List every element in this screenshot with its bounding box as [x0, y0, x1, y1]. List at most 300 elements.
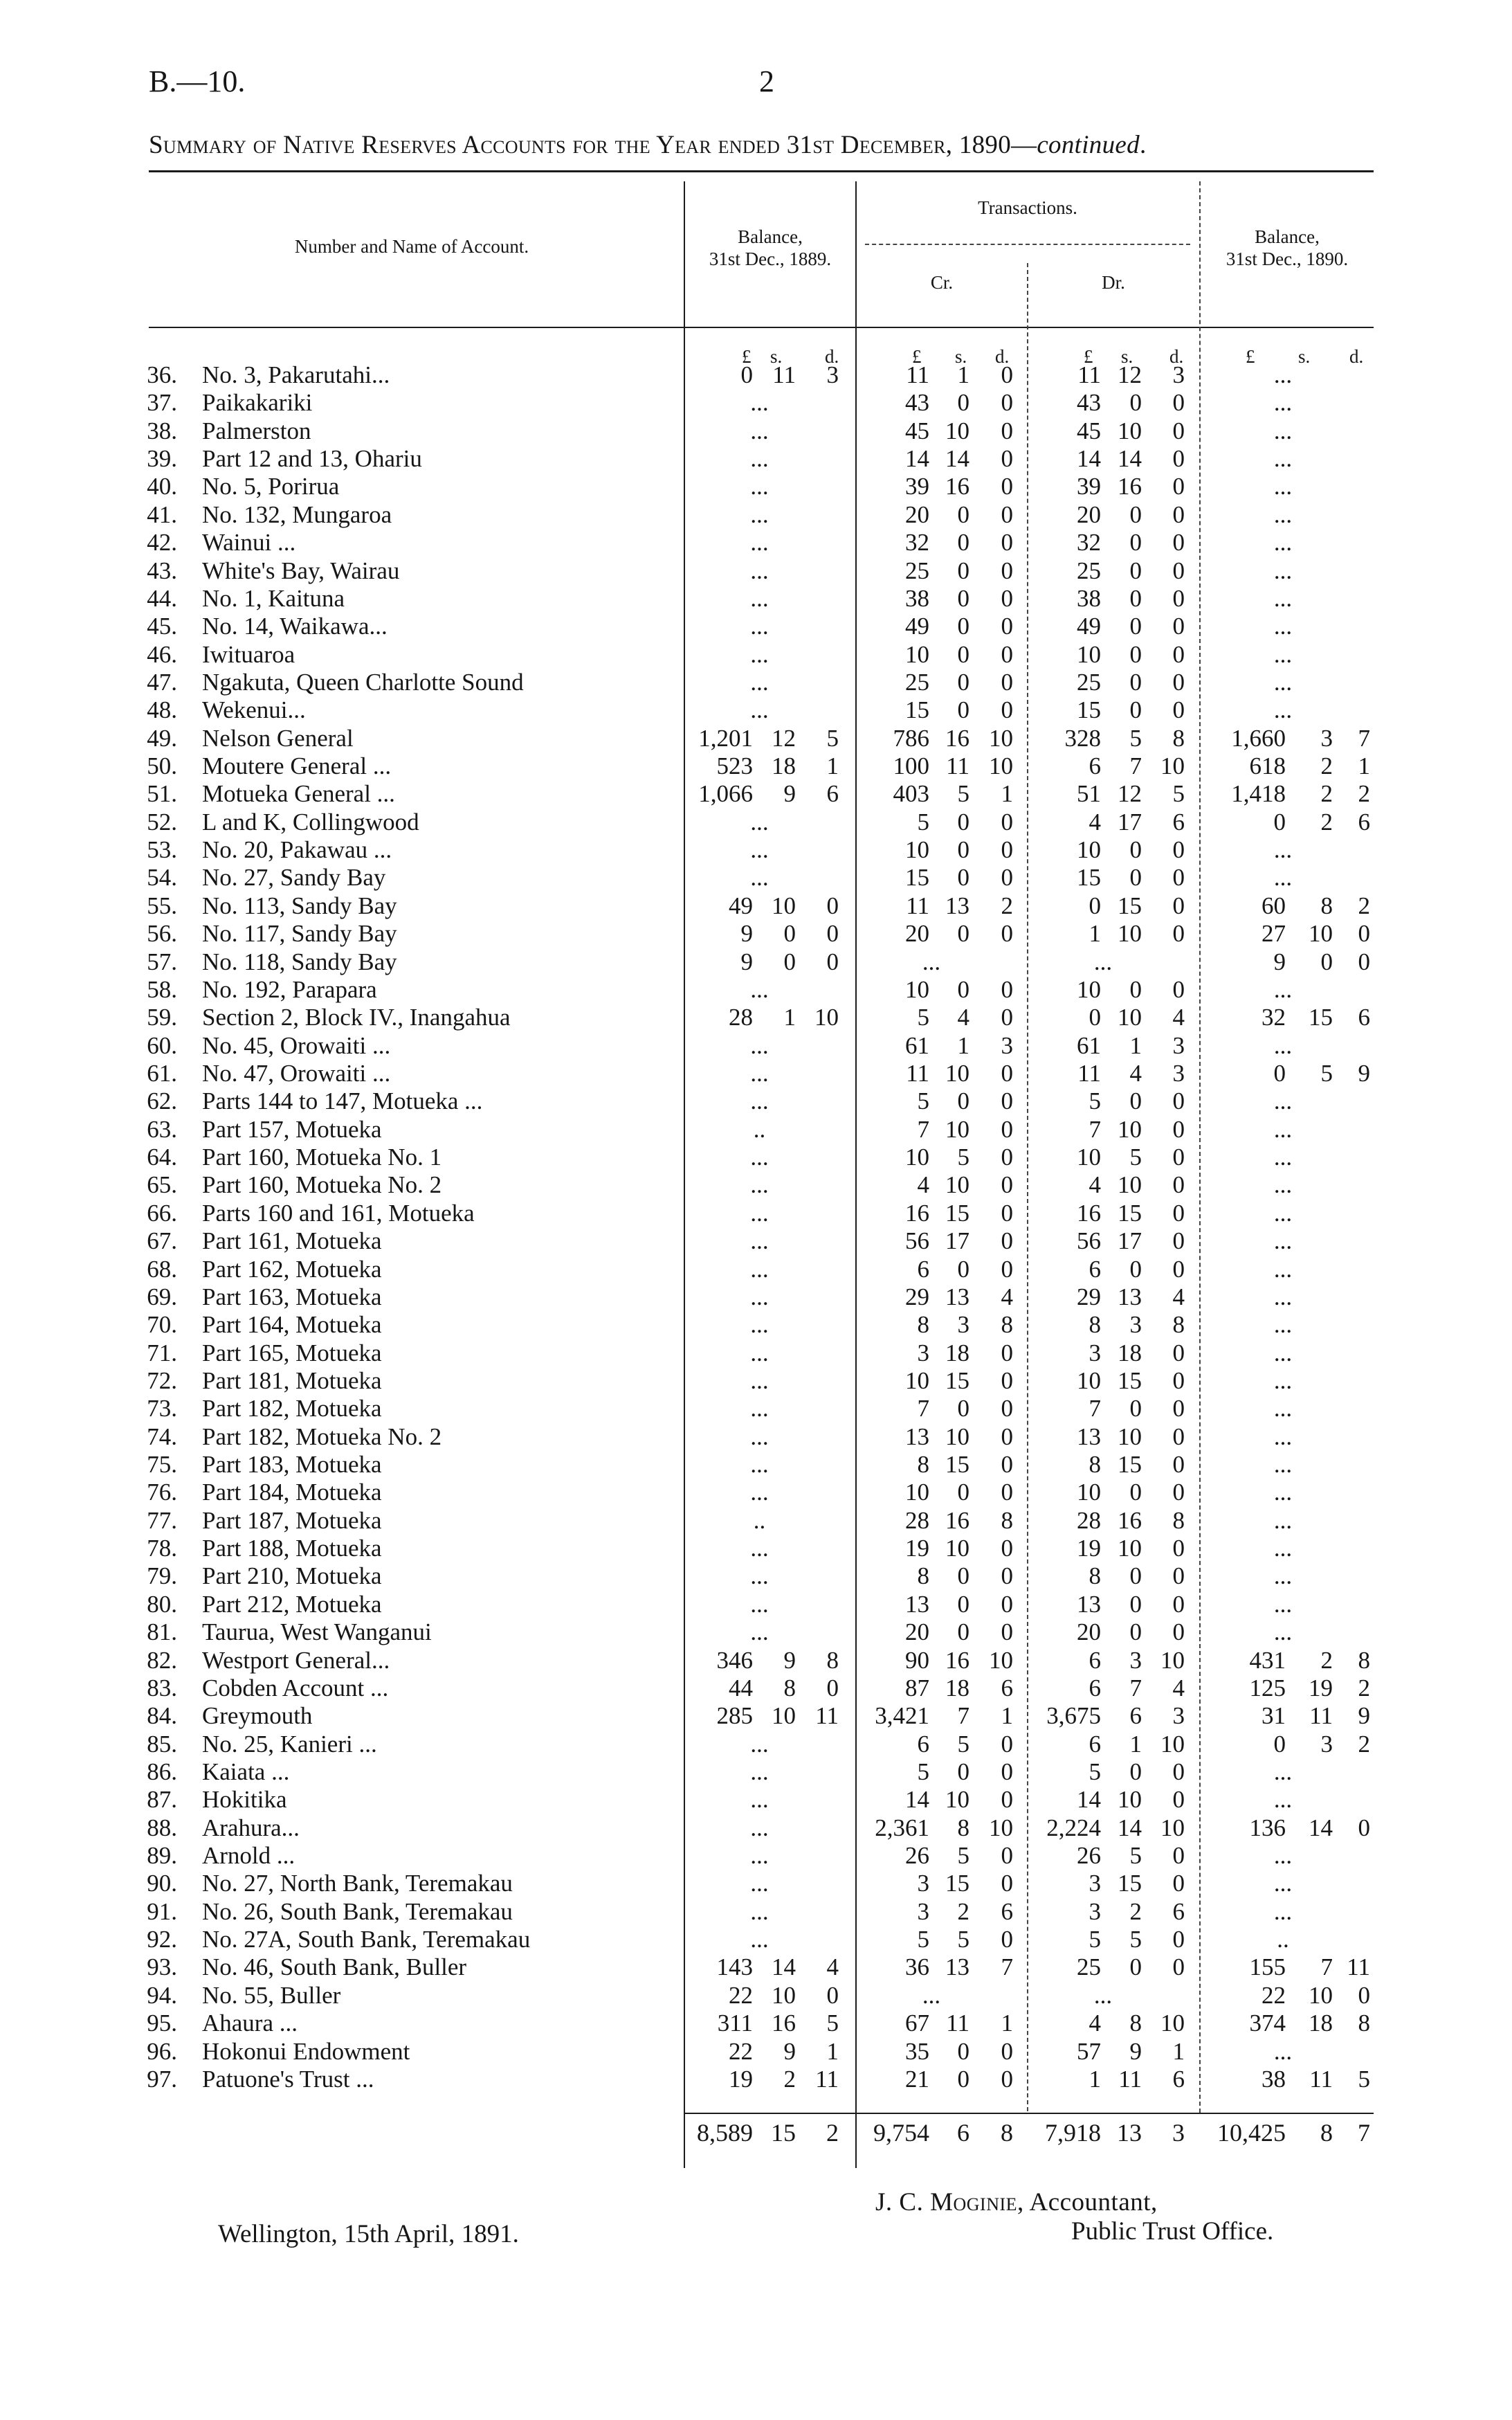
bal1890-pence: 11: [1347, 1953, 1370, 1981]
cr-pence: 7: [1001, 1953, 1013, 1981]
cr-pence: 0: [1001, 1395, 1013, 1423]
cr-shillings: 16: [945, 473, 969, 500]
cr-shillings: 10: [945, 417, 969, 444]
dr-pence: 0: [1172, 1423, 1185, 1450]
account-number: 73.: [147, 1395, 177, 1423]
bal1890-pounds: 0: [1273, 1059, 1286, 1087]
bal1890-nil: ...: [1273, 1031, 1293, 1059]
dr-pounds: 1: [1089, 920, 1101, 948]
account-number: 38.: [147, 417, 177, 444]
bal1889-pounds: 44: [729, 1674, 753, 1701]
cr-pence: 6: [1001, 1674, 1013, 1701]
account-name: No. 45, Orowaiti ...: [202, 1031, 391, 1059]
bal1889-nil: ...: [750, 389, 769, 417]
bal1890-pence: 0: [1358, 1981, 1370, 2009]
dr-pence: 6: [1172, 2065, 1185, 2093]
bal1890-shillings: 7: [1320, 1953, 1333, 1981]
dr-shillings: 1: [1129, 1031, 1142, 1059]
cr-pence: 0: [1001, 975, 1013, 1003]
bal1890-shillings: 5: [1320, 1059, 1333, 1087]
cr-pence: 0: [1001, 1926, 1013, 1953]
dr-shillings: 16: [1118, 1506, 1142, 1534]
dr-pence: 0: [1172, 1618, 1185, 1646]
header-balance-1890: [1201, 226, 1374, 270]
dr-pence: 0: [1172, 584, 1185, 612]
cr-shillings: 18: [945, 1339, 969, 1366]
table-row: [0, 1171, 1512, 1199]
cr-pounds: 7: [917, 1395, 929, 1423]
dr-pounds: 0: [1089, 892, 1101, 919]
dr-pence: 0: [1172, 445, 1185, 473]
dr-pounds: 6: [1089, 752, 1101, 780]
table-row: [0, 2038, 1512, 2066]
bal1890-nil: ...: [1273, 696, 1293, 724]
account-number: 52.: [147, 808, 177, 836]
dr-pounds: 29: [1077, 1283, 1101, 1310]
cr-shillings: 11: [946, 2010, 969, 2037]
dr-pounds: 7: [1089, 1115, 1101, 1143]
dr-pence: 10: [1160, 752, 1185, 780]
bal1890-shillings: 2: [1320, 752, 1333, 780]
dr-shillings: 10: [1118, 417, 1142, 444]
bal1890-pence: 0: [1358, 920, 1370, 948]
account-name: No. 27A, South Bank, Teremakau: [202, 1926, 531, 1953]
page-title: [149, 130, 1374, 160]
bal1890-nil: ...: [1273, 1451, 1293, 1479]
account-number: 70.: [147, 1311, 177, 1339]
header-balance-1889-line1: Balance,: [738, 226, 803, 247]
bal1889-shillings: 10: [772, 1981, 796, 2009]
bal1890-shillings: 10: [1309, 920, 1333, 948]
bal1890-shillings: 10: [1309, 1981, 1333, 2009]
bal1889-pounds: 1,201: [698, 724, 753, 752]
bal1890-pounds: 1,660: [1231, 724, 1286, 752]
dr-pence: 0: [1172, 1227, 1185, 1255]
bal1889-nil: ...: [750, 1535, 769, 1562]
cr-nil: ...: [922, 948, 941, 975]
dr-shillings: 13: [1118, 1283, 1142, 1310]
bal1889-nil: ...: [750, 584, 769, 612]
account-number: 43.: [147, 557, 177, 584]
total-dr-shillings: 13: [1117, 2119, 1142, 2147]
dr-shillings: 0: [1129, 613, 1142, 640]
header-balance-1889: [685, 226, 855, 270]
table-row: [0, 1562, 1512, 1590]
dr-pence: 0: [1172, 1395, 1185, 1423]
cr-shillings: 0: [957, 640, 969, 668]
bal1890-pounds: 0: [1273, 1730, 1286, 1758]
cr-shillings: 10: [945, 1423, 969, 1450]
signature-role: , Accountant,: [1017, 2188, 1158, 2216]
dr-shillings: 7: [1129, 752, 1142, 780]
bal1889-nil: ...: [750, 1590, 769, 1618]
account-number: 51.: [147, 780, 177, 808]
table-row: [0, 1144, 1512, 1171]
dr-pence: 0: [1172, 1451, 1185, 1479]
bal1889-shillings: 9: [783, 780, 796, 808]
dr-shillings: 10: [1118, 1535, 1142, 1562]
account-name: No. 113, Sandy Bay: [202, 892, 397, 919]
cr-pence: 0: [1001, 668, 1013, 696]
bal1889-shillings: 0: [783, 948, 796, 975]
cr-shillings: 5: [957, 1926, 969, 1953]
dr-shillings: 8: [1129, 2010, 1142, 2037]
account-number: 45.: [147, 613, 177, 640]
dr-pounds: 6: [1089, 1255, 1101, 1283]
dr-shillings: 0: [1129, 1758, 1142, 1785]
dr-pence: 0: [1172, 1144, 1185, 1171]
bal1890-nil: ...: [1273, 1897, 1293, 1925]
bal1889-nil: ...: [750, 1562, 769, 1590]
account-number: 65.: [147, 1171, 177, 1199]
header-dr: Dr.: [1102, 272, 1125, 293]
account-name: Ngakuta, Queen Charlotte Sound: [202, 668, 524, 696]
total-bal1889-pence: 2: [826, 2119, 839, 2147]
header-cr: Cr.: [930, 272, 954, 293]
cr-pounds: 6: [917, 1255, 929, 1283]
bal1890-nil: ...: [1273, 584, 1293, 612]
table-row: [0, 1367, 1512, 1395]
dr-pounds: 43: [1077, 389, 1101, 417]
account-name: Westport General...: [202, 1646, 390, 1674]
bal1890-pence: 5: [1358, 2065, 1370, 2093]
account-name: L and K, Collingwood: [202, 808, 419, 836]
cr-pence: 0: [1001, 920, 1013, 948]
account-number: 62.: [147, 1087, 177, 1115]
bal1890-nil: ...: [1273, 361, 1293, 388]
bal1889-pence: 0: [826, 948, 839, 975]
account-name: Palmerston: [202, 417, 311, 444]
table-row: [0, 948, 1512, 976]
table-row: [0, 1926, 1512, 1953]
cr-pounds: 5: [917, 1004, 929, 1031]
bal1889-shillings: 14: [772, 1953, 796, 1981]
cr-pence: 0: [1001, 1004, 1013, 1031]
cr-pence: 0: [1001, 1059, 1013, 1087]
bal1889-nil: ...: [750, 1144, 769, 1171]
dr-pounds: 25: [1077, 1953, 1101, 1981]
bal1889-nil: ...: [750, 1451, 769, 1479]
bal1889-nil: ...: [750, 613, 769, 640]
account-name: No. 192, Parapara: [202, 975, 377, 1003]
dr-shillings: 4: [1129, 1059, 1142, 1087]
bal1889-shillings: 18: [772, 752, 796, 780]
bal1890-pounds: 31: [1261, 1702, 1286, 1730]
account-name: Kaiata ...: [202, 1758, 290, 1785]
bal1890-nil: ...: [1273, 1535, 1293, 1562]
bal1890-nil: ...: [1273, 1479, 1293, 1506]
dr-shillings: 17: [1118, 1227, 1142, 1255]
cr-pounds: 8: [917, 1562, 929, 1590]
table-row: [0, 1674, 1512, 1702]
table-row: [0, 361, 1512, 389]
dr-pence: 4: [1172, 1283, 1185, 1310]
account-name: Part 184, Motueka: [202, 1479, 382, 1506]
total-cr-shillings: 6: [957, 2119, 969, 2147]
dr-pence: 0: [1172, 920, 1185, 948]
account-name: Taurua, West Wanganui: [202, 1618, 432, 1646]
dr-shillings: 0: [1129, 668, 1142, 696]
table-row: [0, 1200, 1512, 1227]
bal1890-nil: ...: [1273, 1758, 1293, 1785]
bal1890-nil: ...: [1273, 1366, 1293, 1394]
page-identifier: B.—10.: [149, 64, 246, 98]
table-row: [0, 809, 1512, 836]
cr-pounds: 10: [905, 836, 929, 864]
bal1889-pounds: 143: [716, 1953, 753, 1981]
cr-pence: 8: [1001, 1506, 1013, 1534]
dr-shillings: 0: [1129, 1953, 1142, 1981]
bal1889-pounds: 19: [729, 2065, 753, 2093]
account-number: 53.: [147, 836, 177, 864]
table-row: [0, 1731, 1512, 1758]
cr-pence: 0: [1001, 473, 1013, 500]
dr-pounds: 8: [1089, 1311, 1101, 1339]
cr-shillings: 0: [957, 864, 969, 892]
bal1889-pence: 11: [815, 1702, 839, 1730]
dr-pence: 4: [1172, 1674, 1185, 1701]
transactions-rule: [865, 244, 1190, 245]
account-name: Hokonui Endowment: [202, 2037, 410, 2065]
dr-pence: 0: [1172, 1115, 1185, 1143]
cr-pounds: 10: [905, 640, 929, 668]
cr-pence: 0: [1001, 1535, 1013, 1562]
account-name: Hokitika: [202, 1786, 287, 1814]
table-row: [0, 725, 1512, 752]
unit-pence-cr: d.: [995, 346, 1010, 367]
table-row: [0, 1870, 1512, 1897]
cr-shillings: 0: [957, 668, 969, 696]
bal1890-nil: ...: [1273, 836, 1293, 864]
cr-pounds: 19: [905, 1535, 929, 1562]
cr-pounds: 14: [905, 445, 929, 473]
cr-pence: 0: [1001, 1758, 1013, 1785]
bal1889-nil: ...: [750, 1366, 769, 1394]
cr-shillings: 18: [945, 1674, 969, 1701]
cr-pence: 0: [1001, 1786, 1013, 1814]
bal1889-nil: ...: [750, 1618, 769, 1646]
cr-pounds: 56: [905, 1227, 929, 1255]
cr-pence: 0: [1001, 1171, 1013, 1199]
dr-pence: 10: [1160, 1730, 1185, 1758]
bal1890-nil: ...: [1273, 1283, 1293, 1310]
totals-rule: [684, 2113, 1374, 2114]
table-row: [0, 1256, 1512, 1283]
cr-shillings: 16: [945, 724, 969, 752]
cr-pounds: 13: [905, 1590, 929, 1618]
account-name: No. 117, Sandy Bay: [202, 920, 397, 948]
cr-pounds: 6: [917, 1730, 929, 1758]
total-cr-pence: 8: [1001, 2119, 1013, 2147]
cr-pounds: 786: [893, 724, 929, 752]
header-balance-1890-line2: 31st Dec., 1890.: [1226, 249, 1349, 269]
dr-pounds: 13: [1077, 1423, 1101, 1450]
account-name: Part 157, Motueka: [202, 1115, 382, 1143]
bal1889-nil: ...: [750, 1479, 769, 1506]
unit-shillings-1890: s.: [1298, 346, 1311, 367]
dr-pounds: 61: [1077, 1031, 1101, 1059]
cr-shillings: 0: [957, 2065, 969, 2093]
table-row: [0, 1535, 1512, 1562]
dr-pence: 0: [1172, 836, 1185, 864]
cr-pounds: 16: [905, 1199, 929, 1227]
cr-pence: 10: [989, 1814, 1013, 1841]
account-number: 96.: [147, 2037, 177, 2065]
cr-pounds: 67: [905, 2010, 929, 2037]
dr-shillings: 14: [1118, 1814, 1142, 1841]
bal1889-nil: ...: [750, 1087, 769, 1115]
dr-shillings: 12: [1118, 780, 1142, 808]
table-row: [0, 417, 1512, 445]
dr-pence: 0: [1172, 529, 1185, 557]
dr-pence: 0: [1172, 389, 1185, 417]
account-number: 76.: [147, 1479, 177, 1506]
account-name: Part 212, Motueka: [202, 1590, 382, 1618]
account-number: 48.: [147, 696, 177, 724]
cr-pounds: 10: [905, 1366, 929, 1394]
cr-shillings: 10: [945, 1786, 969, 1814]
bal1889-pounds: 1,066: [698, 780, 753, 808]
dr-pence: 0: [1172, 975, 1185, 1003]
account-number: 41.: [147, 500, 177, 528]
bal1890-nil: ...: [1273, 1087, 1293, 1115]
account-number: 83.: [147, 1674, 177, 1701]
bal1890-nil: ...: [1273, 864, 1293, 892]
dr-shillings: 0: [1129, 529, 1142, 557]
account-name: Parts 144 to 147, Motueka ...: [202, 1087, 483, 1115]
bal1890-shillings: 8: [1320, 892, 1333, 919]
dr-pounds: 15: [1077, 696, 1101, 724]
cr-shillings: 10: [945, 1535, 969, 1562]
bal1890-nil: ...: [1273, 1255, 1293, 1283]
cr-shillings: 0: [957, 1087, 969, 1115]
cr-pence: 2: [1001, 892, 1013, 919]
table-row: [0, 1339, 1512, 1367]
cr-shillings: 13: [945, 1953, 969, 1981]
account-number: 94.: [147, 1981, 177, 2009]
account-name: No. 26, South Bank, Teremakau: [202, 1897, 513, 1925]
cr-shillings: 0: [957, 808, 969, 836]
table-row: [0, 1814, 1512, 1842]
dr-pounds: 25: [1077, 668, 1101, 696]
bal1889-nil: ...: [750, 1199, 769, 1227]
account-number: 54.: [147, 864, 177, 892]
bal1889-nil: ...: [750, 975, 769, 1003]
dr-pounds: 20: [1077, 500, 1101, 528]
cr-pence: 0: [1001, 1479, 1013, 1506]
dr-nil: ...: [1093, 1981, 1113, 2009]
account-name: Ahaura ...: [202, 2010, 298, 2037]
bal1889-pounds: 9: [740, 948, 753, 975]
dr-pence: 0: [1172, 1926, 1185, 1953]
bal1890-nil: ...: [1273, 640, 1293, 668]
account-number: 69.: [147, 1283, 177, 1310]
cr-pounds: 10: [905, 975, 929, 1003]
bal1889-nil: ...: [750, 1423, 769, 1450]
signature-initials: J. C.: [875, 2188, 924, 2216]
account-name: No. 27, Sandy Bay: [202, 864, 386, 892]
account-name: No. 55, Buller: [202, 1981, 341, 2009]
dr-pence: 0: [1172, 1562, 1185, 1590]
bal1890-pounds: 1,418: [1231, 780, 1286, 808]
account-name: Moutere General ...: [202, 752, 392, 780]
cr-pence: 0: [1001, 1255, 1013, 1283]
account-name: Motueka General ...: [202, 780, 395, 808]
dr-pounds: 6: [1089, 1646, 1101, 1674]
dr-shillings: 0: [1129, 640, 1142, 668]
cr-pence: 0: [1001, 584, 1013, 612]
cr-pounds: 14: [905, 1786, 929, 1814]
bal1889-nil: ...: [750, 1227, 769, 1255]
dr-pounds: 15: [1077, 864, 1101, 892]
dr-pence: 5: [1172, 780, 1185, 808]
dr-pence: 6: [1172, 808, 1185, 836]
table-row: [0, 1479, 1512, 1506]
cr-shillings: 13: [945, 1283, 969, 1310]
dr-pence: 0: [1172, 557, 1185, 584]
cr-shillings: 1: [957, 1031, 969, 1059]
bal1890-nil: ...: [1273, 1339, 1293, 1366]
cr-pounds: 11: [906, 1059, 929, 1087]
dr-pence: 0: [1172, 668, 1185, 696]
bal1889-pence: 4: [826, 1953, 839, 1981]
bal1889-nil: ...: [750, 473, 769, 500]
dr-shillings: 0: [1129, 1562, 1142, 1590]
dr-shillings: 0: [1129, 836, 1142, 864]
table-row: [0, 2066, 1512, 2093]
cr-pounds: 13: [905, 1423, 929, 1450]
dr-pence: 10: [1160, 2010, 1185, 2037]
dr-shillings: 3: [1129, 1311, 1142, 1339]
account-number: 67.: [147, 1227, 177, 1255]
dr-pounds: 7: [1089, 1395, 1101, 1423]
dr-shillings: 5: [1129, 1144, 1142, 1171]
dr-shillings: 0: [1129, 1255, 1142, 1283]
dr-shillings: 12: [1118, 361, 1142, 388]
dr-shillings: 15: [1118, 892, 1142, 919]
cr-pounds: 10: [905, 1144, 929, 1171]
table-row: [0, 1786, 1512, 1814]
bal1889-pounds: 49: [729, 892, 753, 919]
header-bottom-rule: [149, 327, 1374, 328]
dr-shillings: 10: [1118, 1004, 1142, 1031]
cr-shillings: 15: [945, 1366, 969, 1394]
cr-shillings: 4: [957, 1004, 969, 1031]
account-number: 82.: [147, 1646, 177, 1674]
cr-pence: 0: [1001, 836, 1013, 864]
bal1890-shillings: 18: [1309, 2010, 1333, 2037]
dr-pounds: 49: [1077, 613, 1101, 640]
cr-shillings: 5: [957, 780, 969, 808]
place-date: Wellington, 15th April, 1891.: [218, 2220, 519, 2248]
cr-pence: 0: [1001, 1562, 1013, 1590]
account-number: 75.: [147, 1451, 177, 1479]
table-row: [0, 920, 1512, 948]
dr-pence: 0: [1172, 864, 1185, 892]
bal1889-nil: ...: [750, 1395, 769, 1423]
bal1890-nil: ...: [1273, 1311, 1293, 1339]
cr-shillings: 11: [946, 752, 969, 780]
account-name: Patuone's Trust ...: [202, 2065, 374, 2093]
account-name: Part 12 and 13, Ohariu: [202, 445, 422, 473]
unit-pounds-1890: £: [1246, 346, 1255, 367]
dr-shillings: 18: [1118, 1339, 1142, 1366]
header-transactions: Transactions.: [978, 197, 1077, 218]
signature: [875, 2187, 1158, 2217]
cr-pounds: 15: [905, 696, 929, 724]
bal1890-pence: 9: [1358, 1702, 1370, 1730]
bal1890-nil: ...: [1273, 1870, 1293, 1897]
